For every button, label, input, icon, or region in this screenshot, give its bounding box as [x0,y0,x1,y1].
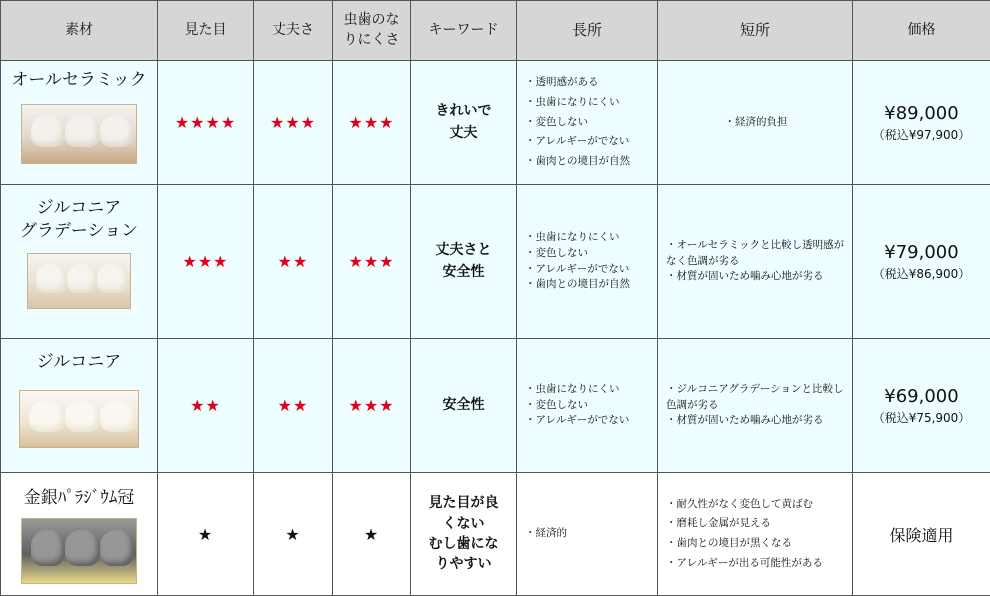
pros-list [517,526,657,542]
material-name: オールセラミック [1,69,157,92]
caries-rating [333,61,411,185]
material-cell [1,185,158,339]
star-rating: ★★ [278,252,309,271]
keyword-cell [411,61,517,185]
price-cell [853,473,990,596]
header-durability: 丈夫さ [254,1,333,61]
list-item: ・ 経済的 [525,526,651,542]
star-rating: ★★★ [270,113,316,132]
material-name: 金銀ﾊﾟﾗｼﾞｳﾑ冠 [1,487,157,510]
list-item: ・ 虫歯になりにくい [525,382,651,398]
price-cell [853,61,990,185]
list-item: ・ 歯肉との境目が黒くなる [666,536,846,552]
keyword-cell [411,185,517,339]
table-row-all-ceramic [1,61,990,185]
cons-cell [658,61,853,185]
crown-photo [21,518,137,584]
star-rating: ★★★★ [175,113,236,132]
list-item: ・ 透明感がある [525,75,651,91]
cons-cell [658,185,853,339]
cons-cell [658,473,853,596]
pros-cell [517,473,658,596]
star-rating: ★ [198,525,213,544]
list-item: ・ ジルコニアグラデーションと比較し色調が劣る [666,382,846,414]
crown-photo [21,104,137,164]
list-item: ・ アレルギーがでない [525,413,651,429]
keyword-cell [411,473,517,596]
list-item: ・ 虫歯になりにくい [525,95,651,111]
tooth-crown-shape [65,530,99,565]
keyword-text: 丈夫さと 安全性 [411,240,516,283]
keyword-cell [411,339,517,473]
header-material: 素材 [1,1,158,61]
list-item: ・ 磨耗し金属が見える [666,516,846,532]
durability-rating [254,473,333,596]
crown-photo [27,253,131,309]
list-item: ・ 変色しない [525,246,651,262]
pros-list [517,382,657,429]
list-item: ・ 歯肉との境目が自然 [525,154,651,170]
tooth-crown-shape [65,401,100,432]
header-cons: 短所 [658,1,853,61]
list-item: ・ 材質が固いため噛み心地が劣る [666,269,846,285]
material-cell [1,339,158,473]
cons-list [658,115,852,131]
star-rating: ★ [364,525,379,544]
cons-list [658,497,852,572]
appearance-rating [158,473,254,596]
list-item: ・ 歯肉との境目が自然 [525,277,651,293]
star-rating: ★★★ [348,252,394,271]
list-item: ・ オールセラミックと比較し透明感がなく色調が劣る [666,238,846,270]
header-row [1,1,990,61]
cons-list [658,382,852,429]
list-item: ・ アレルギーが出る可能性がある [666,556,846,572]
table-row-metal-crown [1,473,990,596]
tooth-crown-shape [65,115,99,147]
caries-rating [333,473,411,596]
star-rating: ★★ [278,396,309,415]
material-cell [1,61,158,185]
durability-rating [254,61,333,185]
price-value: ¥79,000 [853,242,990,263]
price-value: ¥69,000 [853,386,990,407]
appearance-rating [158,61,254,185]
list-item: ・ 経済的負担 [666,115,846,131]
header-pros: 長所 [517,1,658,61]
price-tax-included: （税込¥86,900） [853,265,990,282]
star-rating: ★★★ [348,113,394,132]
header-price: 価格 [853,1,990,61]
header-keyword: キーワード [411,1,517,61]
table-row-zirconia [1,339,990,473]
star-rating: ★ [285,525,300,544]
tooth-crown-shape [31,530,65,565]
star-rating: ★★★ [348,396,394,415]
cons-cell [658,339,853,473]
star-rating: ★★★ [182,252,228,271]
material-name: ジルコニア [1,351,157,374]
list-item: ・ アレルギーがでない [525,134,651,150]
tooth-crown-shape [97,264,128,294]
list-item: ・ 耐久性がなく変色して黄ばむ [666,497,846,513]
keyword-text: きれいで 丈夫 [411,101,516,144]
appearance-rating [158,339,254,473]
header-caries: 虫歯のなりにくさ [333,1,411,61]
keyword-text: 見た目が良 くない むし歯にな りやすい [411,493,516,574]
list-item: ・ 虫歯になりにくい [525,230,651,246]
crown-photo [19,390,139,448]
pros-list [517,75,657,170]
list-item: ・ 変色しない [525,115,651,131]
price-cell [853,339,990,473]
material-cell [1,473,158,596]
price-tax-included: （税込¥97,900） [853,126,990,143]
tooth-crown-shape [100,115,134,147]
caries-rating [333,185,411,339]
price-cell [853,185,990,339]
pros-cell [517,185,658,339]
durability-rating [254,339,333,473]
caries-rating [333,339,411,473]
tooth-crown-shape [100,530,134,565]
star-rating: ★★ [190,396,221,415]
pros-cell [517,339,658,473]
tooth-crown-shape [31,115,65,147]
durability-rating [254,185,333,339]
pros-list [517,230,657,293]
pros-cell [517,61,658,185]
keyword-text: 安全性 [411,395,516,417]
header-appearance: 見た目 [158,1,254,61]
list-item: ・ アレルギーがでない [525,262,651,278]
table-row-zirconia-gradation [1,185,990,339]
insurance-covered-label: 保険適用 [853,523,990,546]
price-value: ¥89,000 [853,103,990,124]
appearance-rating [158,185,254,339]
price-tax-included: （税込¥75,900） [853,409,990,426]
list-item: ・ 材質が固いため噛み心地が劣る [666,413,846,429]
tooth-crown-shape [29,401,64,432]
tooth-crown-shape [100,401,135,432]
material-name: ジルコニア グラデーション [1,197,157,243]
cons-list [658,238,852,285]
list-item: ・ 変色しない [525,398,651,414]
tooth-crown-shape [36,264,67,294]
tooth-crown-shape [67,264,98,294]
